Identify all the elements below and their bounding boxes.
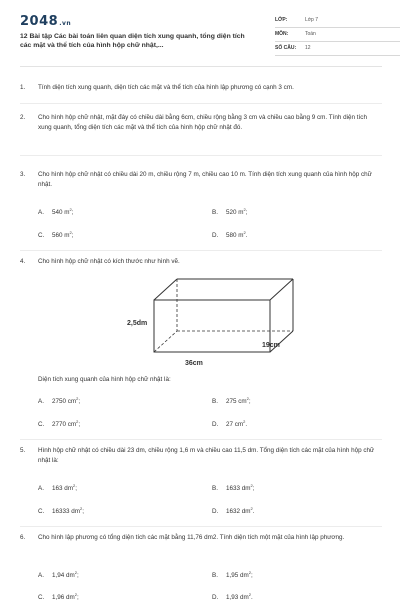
meta-row-class [275,14,400,28]
site-logo[interactable]: 2048.vn [20,14,72,29]
question-text: Hình hộp chữ nhật có chiều dài 23 dm, chiều rộng 1,6 m và chiều cao 11,5 dm. Tổng diện tích các mặt của hình hộp chữ nhật là: [38,447,375,464]
header-divider [20,66,382,67]
option-c[interactable]: C. 16333 $dm^2$; [38,506,84,516]
option-b[interactable]: B. 520 $m^2$; [212,207,248,217]
height-label: 2,5dm [127,320,148,327]
option-c[interactable]: C. 2770 $cm^2$; [38,419,81,429]
question-divider [20,155,382,156]
question-text: Tính diện tích xung quanh, diện tích các mặt và thể tích của hình lập phương có cạnh 3 cm. [38,84,294,91]
option-c[interactable]: C. 560 $m^2$; [38,230,74,240]
meta-label: SỐ CÂU: [275,45,297,51]
question-number: 3. [20,171,26,178]
header [20,14,382,62]
question-number: 6. [20,534,26,541]
question-text: Cho hình hộp chữ nhật có kích thước như hình vẽ. [38,258,180,265]
meta-info [275,14,400,56]
question-divider [20,103,382,104]
meta-label: LỚP: [275,17,288,23]
option-b[interactable]: B. 1633 $dm^2$; [212,483,255,493]
option-d[interactable]: D. 27 $cm^2$. [212,419,248,429]
question-number: 1. [20,84,26,91]
meta-value: Toán [305,31,316,37]
question-text: Cho hình hộp chữ nhật có chiều dài 20 m, chiều rộng 7 m, chiều cao 10 m. Tính diện tích xung quanh của hình hộp chữ nhật. [38,171,372,188]
option-a[interactable]: A. 1,94 $dm^2$; [38,570,79,580]
option-a[interactable]: A. 540 $m^2$; [38,207,74,217]
depth-label: 19cm [262,342,280,349]
question-number: 2. [20,114,26,121]
meta-value: Lớp 7 [305,17,319,23]
question-text: Cho hình hộp chữ nhật, mặt đáy có chiều dài bằng 6cm, chiều rộng bằng 3 cm và chiều cao bằng 9 cm. Tính diện tích xung quanh, tổng diện tích các mặt và thể tích của hình hộp chữ nhật đó. [38,114,367,131]
question-divider [20,250,382,251]
option-a[interactable]: A. 2750 $cm^2$; [38,396,81,406]
option-b[interactable]: B. 275 $cm^2$; [212,396,251,406]
option-d[interactable]: D. 580 $m^2$. [212,230,248,240]
option-d[interactable]: D. 1,93 $dm^2$. [212,592,253,600]
question-subtext: Diện tích xung quanh của hình hộp chữ nhật là: [38,376,171,383]
meta-row-subject [275,28,400,42]
meta-value: 12 [305,45,311,51]
box-figure [120,268,300,374]
meta-label: MÔN: [275,31,289,37]
document-title: 12 Bài tập Các bài toán liên quan diện tích xung quanh, tổng diện tích các mặt và thể tích của hình hộp chữ nhật,... [20,33,245,49]
option-d[interactable]: D. 1632 $dm^2$. [212,506,255,516]
question-number: 5. [20,447,26,454]
option-a[interactable]: A. 163 $dm^2$; [38,483,77,493]
length-label: 36cm [185,360,203,367]
question-divider [20,439,382,440]
option-b[interactable]: B. 1,95 $dm^2$; [212,570,253,580]
option-c[interactable]: C. 1,96 $dm^2$; [38,592,79,600]
question-text: Cho hình lập phương có tổng diện tích các mặt bằng 11,76 dm2. Tính diện tích một mặt của hình lập phương. [38,534,345,541]
question-number: 4. [20,258,26,265]
meta-row-count [275,42,400,56]
question-divider [20,526,382,527]
